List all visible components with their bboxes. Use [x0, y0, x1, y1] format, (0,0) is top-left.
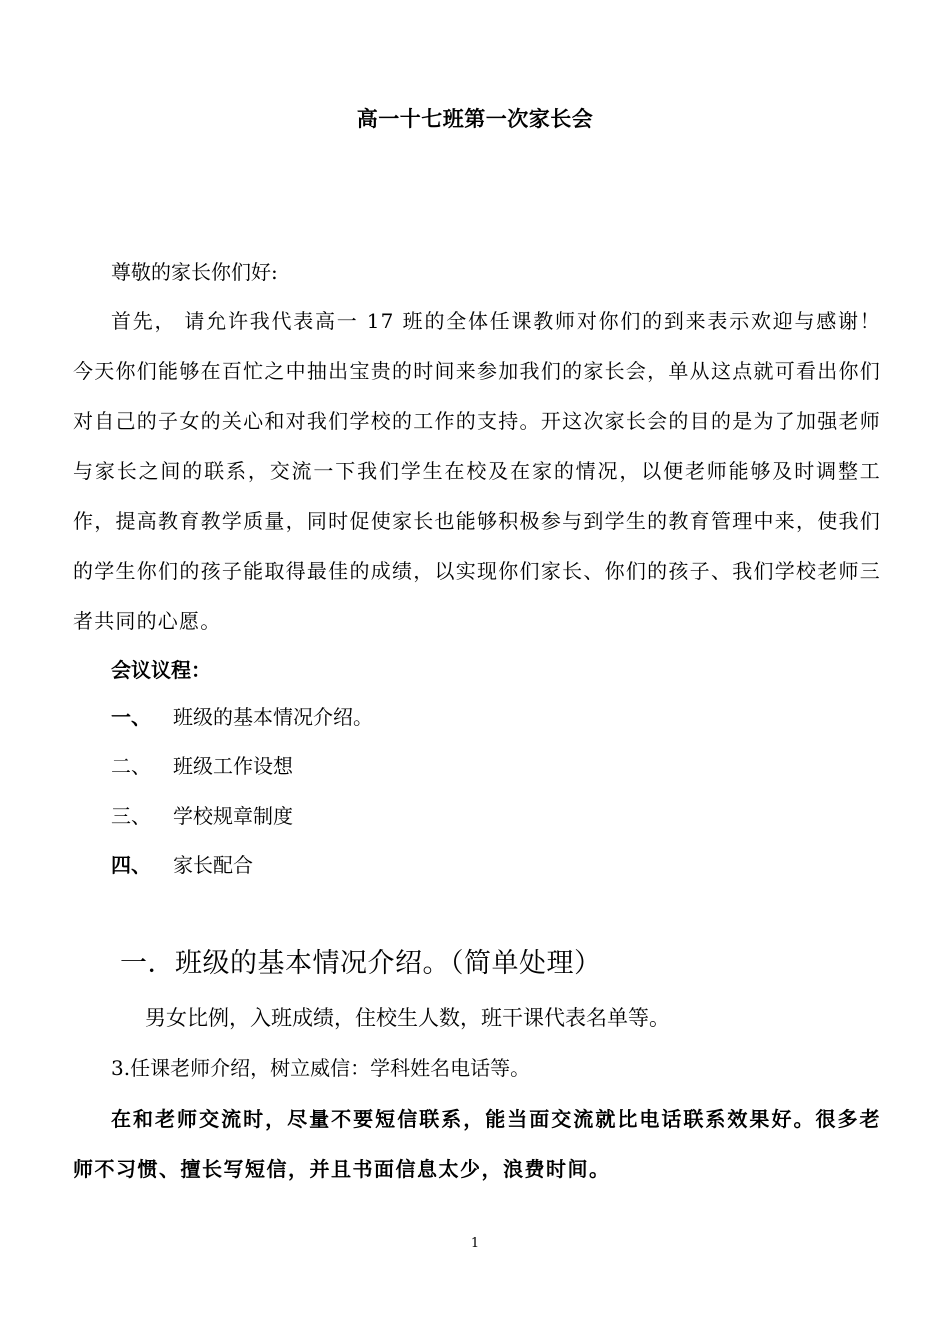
communication-note: 在和老师交流时，尽量不要短信联系，能当面交流就比电话联系效果好。很多老师不习惯、擅长写短信，并且书面信息太少，浪费时间。 — [73, 1107, 881, 1181]
document-title: 高一十七班第一次家长会 — [356, 106, 594, 131]
agenda-item-number: 三、 — [111, 804, 151, 828]
section-heading: 一．班级的基本情况介绍。（简单处理） — [120, 948, 602, 979]
agenda-item — [111, 751, 293, 781]
agenda-item-number: 四、 — [111, 853, 151, 877]
agenda-item-number: 二、 — [111, 754, 151, 778]
class-stats-line: 男女比例，入班成绩，住校生人数，班干课代表名单等。 — [145, 1006, 670, 1030]
agenda-item-text: 家长配合 — [173, 853, 253, 877]
intro-paragraph: 首先， 请允许我代表高一 17 班的全体任课教师对你们的到来表示欢迎与感谢！今天你们能够在百忙之中抽出宝贵的时间来参加我们的家长会，单从这点就可看出你们对自己的子女的关心和对我们学校的工作的支持。开这次家长会的目的是为了加强老师与家长之间的联系，交流一下我们学生在校及在家的情况，以便老师能够及时调整工作，提高教育教学质量，同时促使家长也能够积极参与到学生的教育管理中来，使我们的学生你们的孩子能取得最佳的成绩，以实现你们家长、你们的孩子、我们学校老师三者共同的心愿。 — [73, 309, 881, 633]
agenda-item — [111, 702, 373, 732]
agenda-item-number: 一、 — [111, 705, 151, 729]
agenda-heading: 会议议程： — [111, 658, 211, 682]
agenda-item-text: 班级工作设想 — [173, 754, 293, 778]
greeting: 尊敬的家长你们好: — [111, 260, 278, 284]
agenda-item — [111, 801, 293, 831]
page-number: 1 — [470, 1236, 480, 1251]
agenda-item — [111, 850, 253, 880]
agenda-item-text: 学校规章制度 — [173, 804, 293, 828]
teacher-intro-line: 3.任课老师介绍，树立威信：学科姓名电话等。 — [111, 1056, 531, 1080]
agenda-item-text: 班级的基本情况介绍。 — [173, 705, 373, 729]
